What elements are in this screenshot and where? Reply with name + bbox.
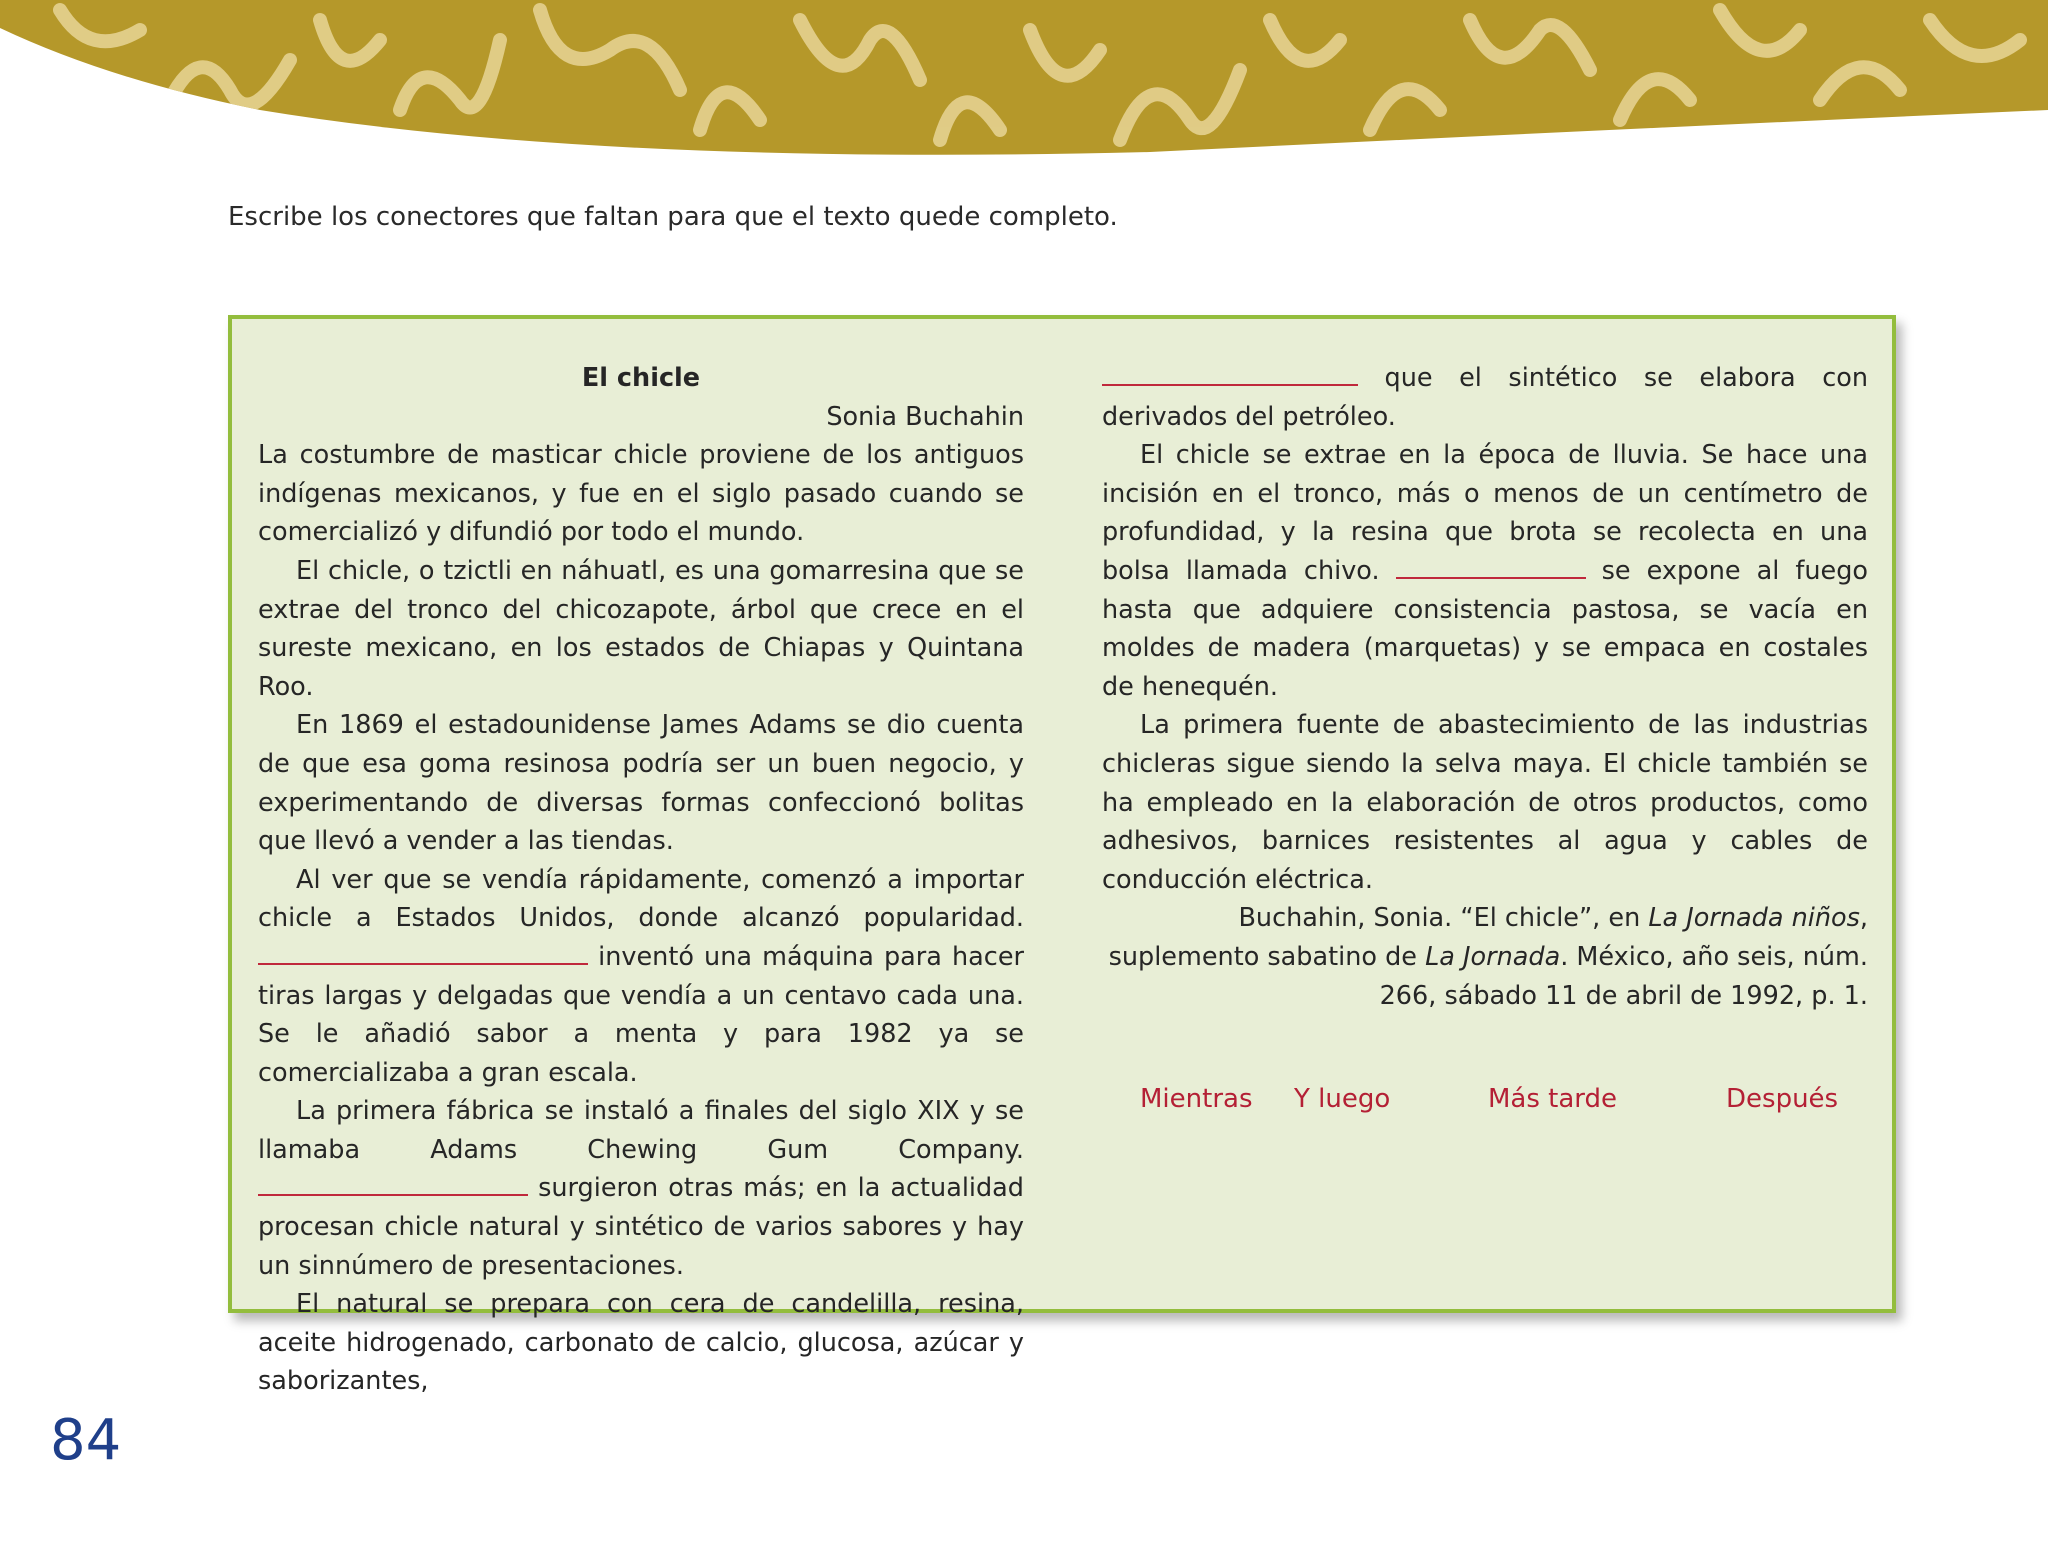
paragraph-2: El chicle, o tzictli en náhuatl, es una gomarresina que se extrae del tronco del chicozapote, árbol que crece en el sureste mexicano, en los estados de Chiapas y Quintana Roo. [258, 555, 1024, 702]
paragraph-5-end: surgieron otras más; en la actualidad procesan chicle natural y sintético de varios sabores y hay un sinnúmero de presentaciones. [258, 1173, 1024, 1281]
left-column [258, 359, 1024, 1401]
citation-source-1: La Jornada niños [1648, 903, 1860, 934]
paragraph-3: En 1869 el estadounidense James Adams se dio cuenta de que esa goma resinosa podría ser un buen negocio, y experimentando de diversas formas confeccionó bolitas que llevó a vender a las tiendas. [258, 710, 1024, 857]
connector-option-mas-tarde[interactable]: Más tarde [1488, 1084, 1618, 1114]
paragraph-6-end: que el sintético se elabora con derivados del petróleo. [1102, 363, 1868, 432]
paragraph-4 [258, 861, 1024, 1093]
paragraph-8: La primera fuente de abastecimiento de las industrias chicleras sigue siendo la selva maya. El chicle también se ha empleado en la elaboración de otros productos, como adhesivos, barnices resistentes al agua y cables de conducción eléctrica. [1102, 710, 1868, 895]
paragraph-7 [1102, 436, 1868, 706]
connector-option-despues[interactable]: Después [1726, 1084, 1839, 1114]
article-title: El chicle [581, 363, 701, 393]
citation-source-2: La Jornada [1425, 941, 1561, 972]
citation-text-3: . México, año seis, núm. 266, sábado 11 de abril de 1992, p. 1. [1379, 941, 1868, 1011]
paragraph-4-end: inventó una máquina para hacer tiras largas y delgadas que vendía a un centavo cada una. Se le añadió sabor a menta y para 1982 ya se comercializaba a gran escala. [258, 941, 1025, 1088]
connector-blank-4[interactable] [1396, 555, 1586, 579]
page-number: 84 [50, 1408, 122, 1473]
connector-blank-1[interactable] [258, 941, 588, 965]
paragraph-1: La costumbre de masticar chicle proviene de los antiguos indígenas mexicanos, y fue en el siglo pasado cuando se comercializó y difundió por todo el mundo. [258, 440, 1024, 548]
connector-blank-2[interactable] [258, 1172, 528, 1196]
paragraph-6-start: El natural se prepara con cera de candelilla, resina, aceite hidrogenado, carbonato de calcio, glucosa, azúcar y saborizantes, [258, 1289, 1024, 1397]
citation-text-2: , suplemento sabatino de [1108, 903, 1868, 972]
connector-option-mientras[interactable]: Mientras [1140, 1084, 1253, 1114]
right-column [1102, 359, 1868, 1015]
paragraph-7-end: se expone al fuego hasta que adquiere consistencia pastosa, se vacía en moldes de madera (marquetas) y se empaca en costales de henequén. [1102, 555, 1869, 702]
instruction-text: Escribe los conectores que faltan para que el texto quede completo. [228, 202, 1118, 232]
paragraph-5-start: La primera fábrica se instaló a finales del siglo XIX y se llamaba Adams Chewing Gum Company. [258, 1096, 1024, 1165]
decorative-banner [0, 0, 2048, 170]
connector-word-bank [1102, 1084, 1868, 1124]
reading-box [228, 315, 1896, 1397]
citation-text-1: Buchahin, Sonia. “El chicle”, en [1238, 903, 1649, 934]
paragraph-6-continued [1102, 359, 1868, 436]
connector-blank-3[interactable] [1102, 362, 1358, 386]
citation [1102, 899, 1868, 1015]
paragraph-5 [258, 1092, 1024, 1285]
paragraph-7-start: El chicle se extrae en la época de lluvia. Se hace una incisión en el tronco, más o menos de un centímetro de profundidad, y la resina que brota se recolecta en una bolsa llamada chivo. [1102, 440, 1868, 586]
paragraph-4-start: Al ver que se vendía rápidamente, comenzó a importar chicle a Estados Unidos, donde alcanzó popularidad. [258, 864, 1024, 934]
connector-option-y-luego[interactable]: Y luego [1294, 1084, 1391, 1114]
article-author: Sonia Buchahin [826, 401, 1024, 432]
